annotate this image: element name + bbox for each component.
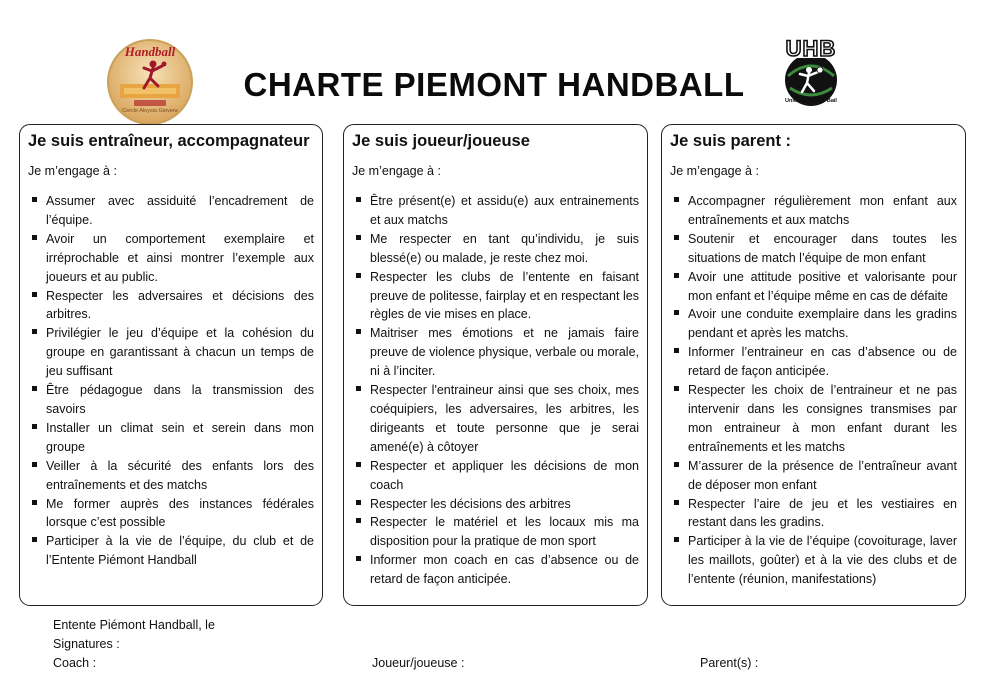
list-item: Privilégier le jeu d’équipe et la cohésion du groupe en garantissant à chacun un temps de jeu suffisant <box>28 324 314 381</box>
list-item: Respecter les décisions des arbitres <box>352 495 639 514</box>
list-item: Être présent(e) et assidu(e) aux entrainements et aux matchs <box>352 192 639 230</box>
list-item: Soutenir et encourager dans toutes les situations de match l’équipe de mon enfant <box>670 230 957 268</box>
card-coach-list <box>28 192 314 570</box>
logo-left-text-bottom: Cercle Aloysia Giovera <box>122 108 178 114</box>
list-item: M’assurer de la présence de l’entraîneur avant de déposer mon enfant <box>670 457 957 495</box>
list-item: Respecter les clubs de l’entente en faisant preuve de politesse, fairplay et en respectant les règles de vie mises en place. <box>352 268 639 325</box>
card-coach-engage: Je m’engage à : <box>28 164 117 178</box>
list-item: Respecter le matériel et les locaux mis ma disposition pour la pratique de mon sport <box>352 513 639 551</box>
list-item: Avoir une attitude positive et valorisante pour mon enfant et l’équipe même en cas de défaite <box>670 268 957 306</box>
signature-parent-label: Parent(s) : <box>700 656 759 670</box>
list-item: Respecter les adversaires et décisions des arbitres. <box>28 287 314 325</box>
card-joueur <box>343 124 648 606</box>
list-item: Respecter l'entraineur ainsi que ses choix, mes coéquipiers, les adversaires, les arbitres, les dirigeants et toute personne que je serai amené(e) à côtoyer <box>352 381 639 457</box>
card-coach-title: Je suis entraîneur, accompagnateur <box>28 132 310 150</box>
logo-right-text-top: UHB <box>785 36 837 61</box>
card-parent-engage: Je m’engage à : <box>670 164 759 178</box>
list-item: Respecter et appliquer les décisions de mon coach <box>352 457 639 495</box>
logo-right-text-bottom: Union Handball Bail <box>785 98 837 104</box>
list-item: Informer mon coach en cas d’absence ou de retard de façon anticipée. <box>352 551 639 589</box>
card-joueur-engage: Je m’engage à : <box>352 164 441 178</box>
list-item: Veiller à la sécurité des enfants lors des entraînements et des matchs <box>28 457 314 495</box>
list-item: Respecter les choix de l’entraineur et ne pas intervenir dans les consignes transmises par mon entraineur à mon enfant durant les entraînements et les matchs <box>670 381 957 457</box>
card-coach <box>19 124 323 606</box>
card-parent <box>661 124 966 606</box>
footer-signatures: Signatures : <box>53 637 120 651</box>
logo-left-text-top: Handball <box>124 44 176 59</box>
card-joueur-title: Je suis joueur/joueuse <box>352 132 530 150</box>
signature-joueur-label: Joueur/joueuse : <box>372 656 465 670</box>
card-joueur-list <box>352 192 639 589</box>
list-item: Informer l’entraineur en cas d’absence ou de retard de façon anticipée. <box>670 343 957 381</box>
list-item: Me former auprès des instances fédérales lorsque c’est possible <box>28 495 314 533</box>
card-parent-list <box>670 192 957 589</box>
list-item: Installer un climat sein et serein dans mon groupe <box>28 419 314 457</box>
list-item: Accompagner régulièrement mon enfant aux entraînements et aux matchs <box>670 192 957 230</box>
list-item: Assumer avec assiduité l’encadrement de l’équipe. <box>28 192 314 230</box>
list-item: Participer à la vie de l’équipe, du club et de l’Entente Piémont Handball <box>28 532 314 570</box>
logo-right <box>776 36 846 112</box>
list-item: Me respecter en tant qu’individu, je suis blessé(e) ou malade, je reste chez moi. <box>352 230 639 268</box>
footer-entente: Entente Piémont Handball, le <box>53 618 215 632</box>
list-item: Avoir un comportement exemplaire et irréprochable et ainsi montrer l’exemple aux joueurs et au public. <box>28 230 314 287</box>
list-item: Maitriser mes émotions et ne jamais faire preuve de violence physique, verbale ou morale, ni à l’inciter. <box>352 324 639 381</box>
list-item: Participer à la vie de l’équipe (covoiturage, laver les maillots, goûter) et à la vie des clubs et de l’entente (réunion, manifestations) <box>670 532 957 589</box>
page-title: CHARTE PIEMONT HANDBALL <box>243 66 745 103</box>
list-item: Être pédagogue dans la transmission des savoirs <box>28 381 314 419</box>
card-parent-title: Je suis parent : <box>670 132 792 150</box>
list-item: Respecter l’aire de jeu et les vestiaires en restant dans les gradins. <box>670 495 957 533</box>
list-item: Avoir une conduite exemplaire dans les gradins pendant et après les matchs. <box>670 305 957 343</box>
logo-left <box>106 38 194 126</box>
signature-coach-label: Coach : <box>53 656 97 670</box>
